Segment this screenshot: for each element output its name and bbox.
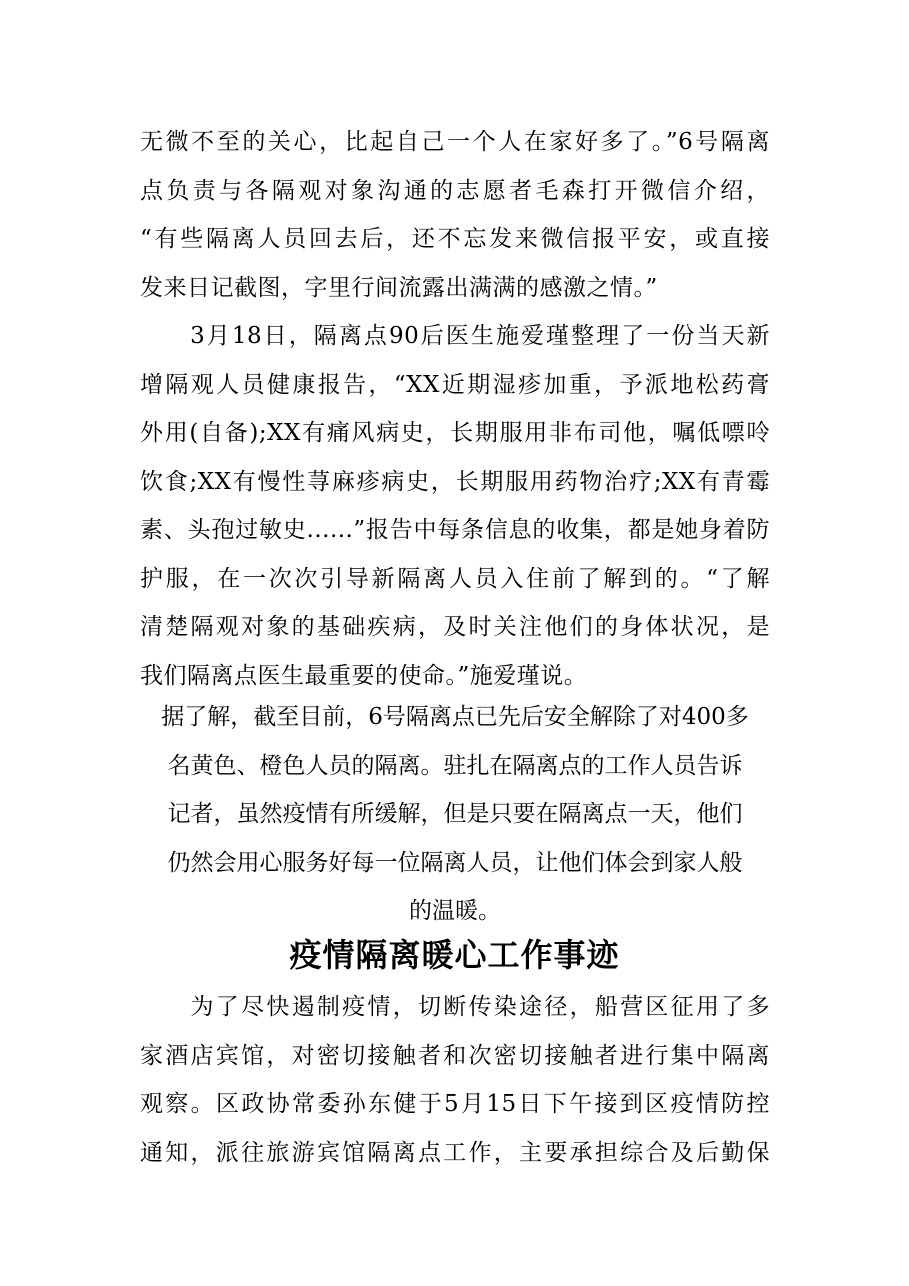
paragraph-3-line: 记者，虽然疫情有所缓解，但是只要在隔离点一天，他们 bbox=[167, 801, 743, 827]
paragraph-4 bbox=[140, 983, 770, 1177]
paragraph-3-line: 据了解，截至目前，6号隔离点已先后安全解除了对400多 bbox=[161, 704, 749, 730]
paragraph-2-line: 饮食;XX有慢性荨麻疹病史，长期服用药物治疗;XX有青霉 bbox=[140, 468, 770, 495]
paragraph-3-line: 的温暖。 bbox=[409, 898, 501, 924]
section-title: 疫情隔离暖心工作事迹 bbox=[289, 936, 620, 974]
paragraph-4-line: 家酒店宾馆，对密切接触者和次密切接触者进行集中隔离 bbox=[140, 1042, 770, 1069]
paragraph-3-line: 仍然会用心服务好每一位隔离人员，让他们体会到家人般 bbox=[167, 849, 743, 876]
paragraph-1-line: “有些隔离人员回去后，还不忘发来微信报平安，或直接 bbox=[140, 226, 770, 252]
paragraph-2-line: 素、头孢过敏史......”报告中每条信息的收集，都是她身着防 bbox=[140, 517, 770, 543]
paragraph-2-line: 护服，在一次次引导新隔离人员入住前了解到的。“了解 bbox=[140, 565, 770, 592]
paragraph-1 bbox=[140, 118, 770, 312]
paragraph-2 bbox=[140, 312, 770, 700]
paragraph-3-line: 名黄色、橙色人员的隔离。驻扎在隔离点的工作人员告诉 bbox=[167, 752, 743, 779]
paragraph-4-line: 为了尽快遏制疫情，切断传染途径，船营区征用了多 bbox=[140, 994, 770, 1020]
paragraph-3 bbox=[130, 693, 780, 936]
paragraph-2-line: 外用(自备);XX有痛风病史，长期服用非布司他，嘱低嘌呤 bbox=[140, 420, 770, 446]
paragraph-1-line: 点负责与各隔观对象沟通的志愿者毛森打开微信介绍， bbox=[140, 177, 770, 204]
paragraph-2-line: 3月18日，隔离点90后医生施爱瑾整理了一份当天新 bbox=[140, 323, 770, 349]
paragraph-4-line: 观察。区政协常委孙东健于5月15日下午接到区疫情防控 bbox=[140, 1091, 770, 1117]
paragraph-2-line: 我们隔离点医生最重要的使命。”施爱瑾说。 bbox=[140, 662, 588, 689]
paragraph-4-line: 通知，派往旅游宾馆隔离点工作，主要承担综合及后勤保 bbox=[140, 1139, 770, 1166]
paragraph-2-line: 清楚隔观对象的基础疾病，及时关注他们的身体状况，是 bbox=[140, 614, 770, 640]
paragraph-2-line: 增隔观人员健康报告，“XX近期湿疹加重，予派地松药膏 bbox=[140, 371, 770, 398]
paragraph-1-line: 发来日记截图，字里行间流露出满满的感激之情。” bbox=[140, 274, 658, 301]
paragraph-1-line: 无微不至的关心，比起自己一个人在家好多了。”6号隔离 bbox=[140, 129, 770, 155]
